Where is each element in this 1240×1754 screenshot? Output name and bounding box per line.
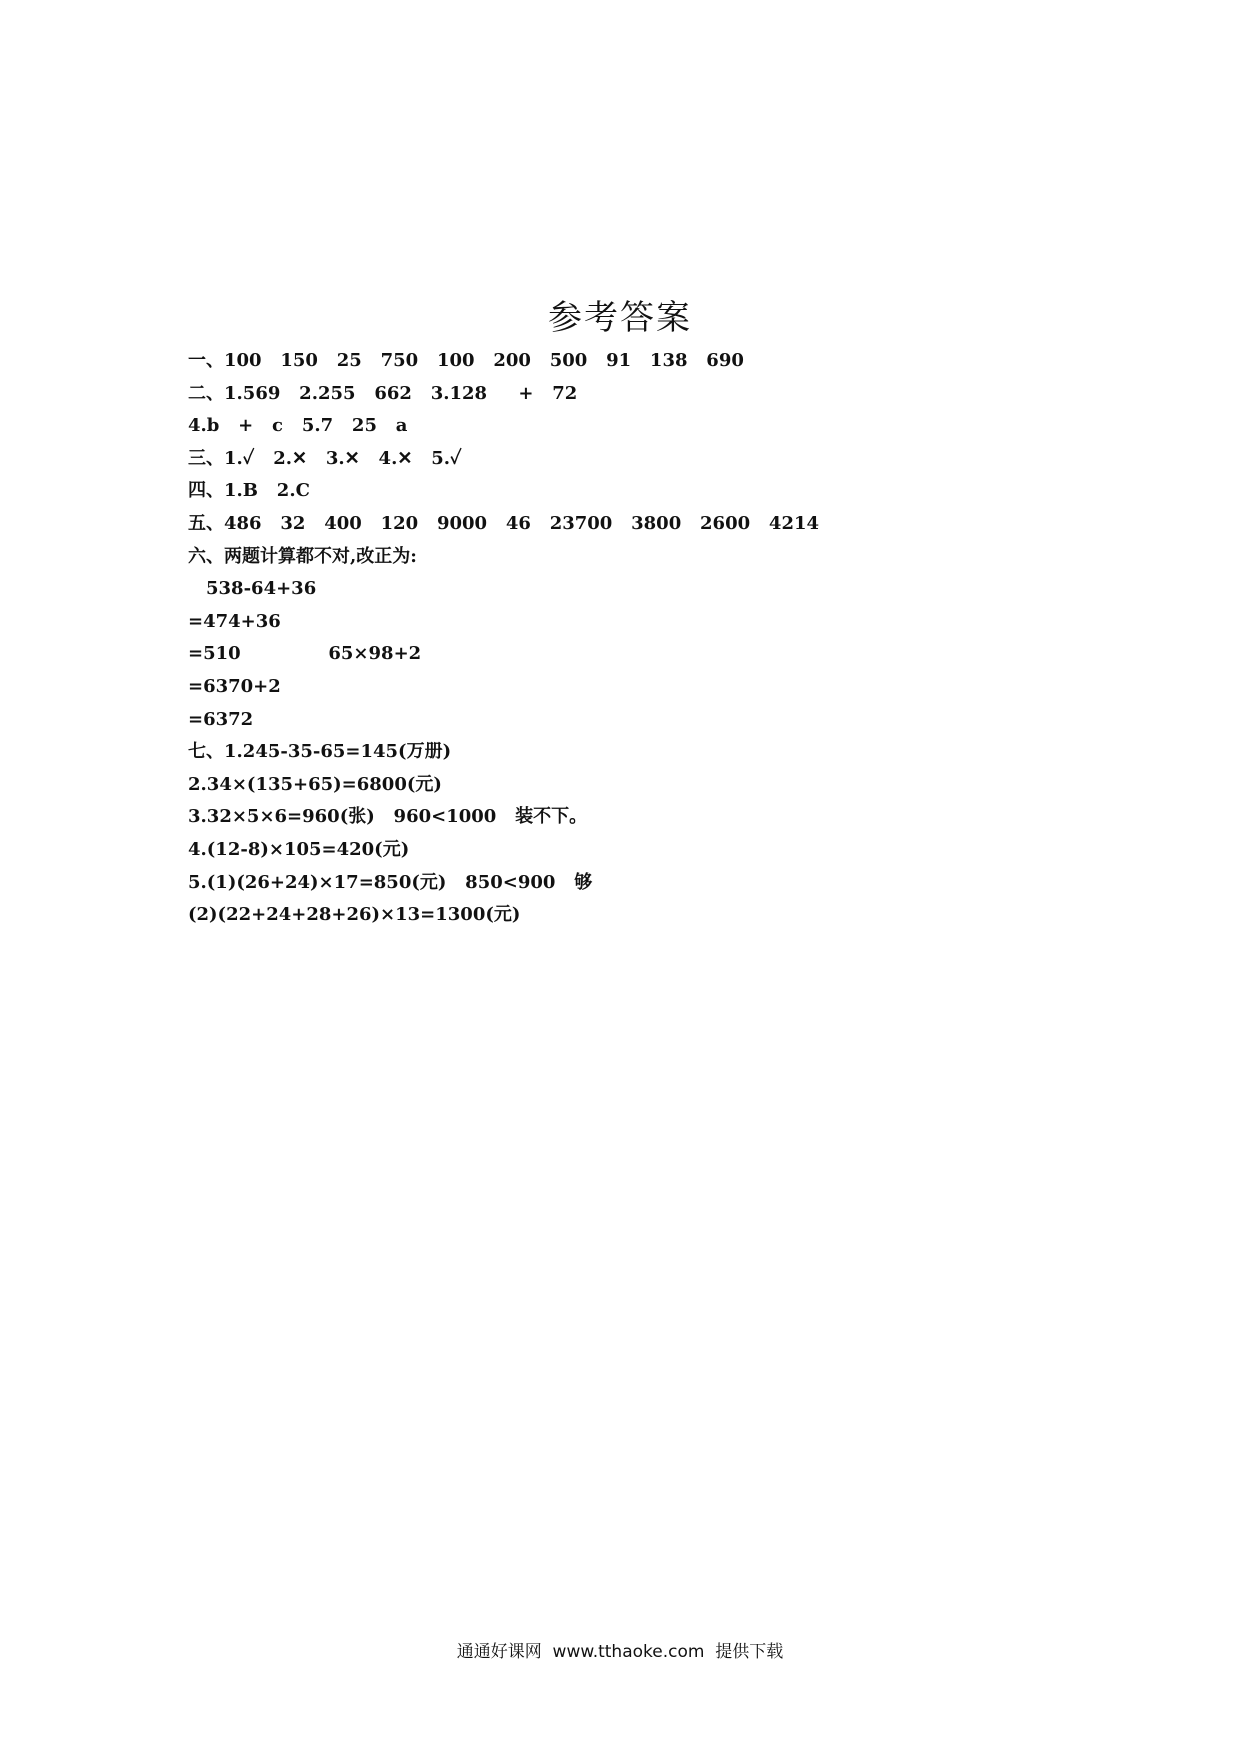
page-title: 参考答案: [548, 298, 692, 338]
answer-line-5: 四、1.B 2.C: [188, 480, 310, 502]
answer-line-8: 538-64+36: [206, 578, 317, 600]
answer-line-12: =6372: [188, 708, 254, 730]
answer-line-9: =474+36: [188, 610, 281, 632]
answer-list: [188, 345, 1088, 932]
answer-line-14: 2.34×(135+65)=6800(元): [188, 773, 442, 795]
answer-line-15: 3.32×5×6=960(张) 960<1000 装不下。: [188, 806, 588, 828]
footer-credit: 通通好课网 www.tthaoke.com 提供下载: [456, 1642, 784, 1662]
answer-line-13: 七、1.245-35-65=145(万册): [188, 741, 452, 763]
answer-line-18: (2)(22+24+28+26)×13=1300(元): [188, 904, 521, 926]
answer-line-6: 五、486 32 400 120 9000 46 23700 3800 2600 4214: [188, 512, 820, 534]
answer-line-3: 4.b + c 5.7 25 a: [188, 415, 408, 437]
answer-line-16: 4.(12-8)×105=420(元): [188, 838, 410, 860]
answer-line-17: 5.(1)(26+24)×17=850(元) 850<900 够: [188, 871, 593, 893]
answer-line-4: 三、1.✓ 2.✕ 3.✕ 4.✕ 5.✓: [188, 447, 462, 469]
answer-line-2: 二、1.569 2.255 662 3.128 + 72: [188, 382, 578, 404]
answer-line-10: =510 65×98+2: [188, 643, 422, 665]
answer-line-7: 六、两题计算都不对,改正为:: [188, 545, 417, 567]
answer-line-1: 一、100 150 25 750 100 200 500 91 138 690: [188, 350, 744, 371]
answer-line-11: =6370+2: [188, 675, 281, 697]
